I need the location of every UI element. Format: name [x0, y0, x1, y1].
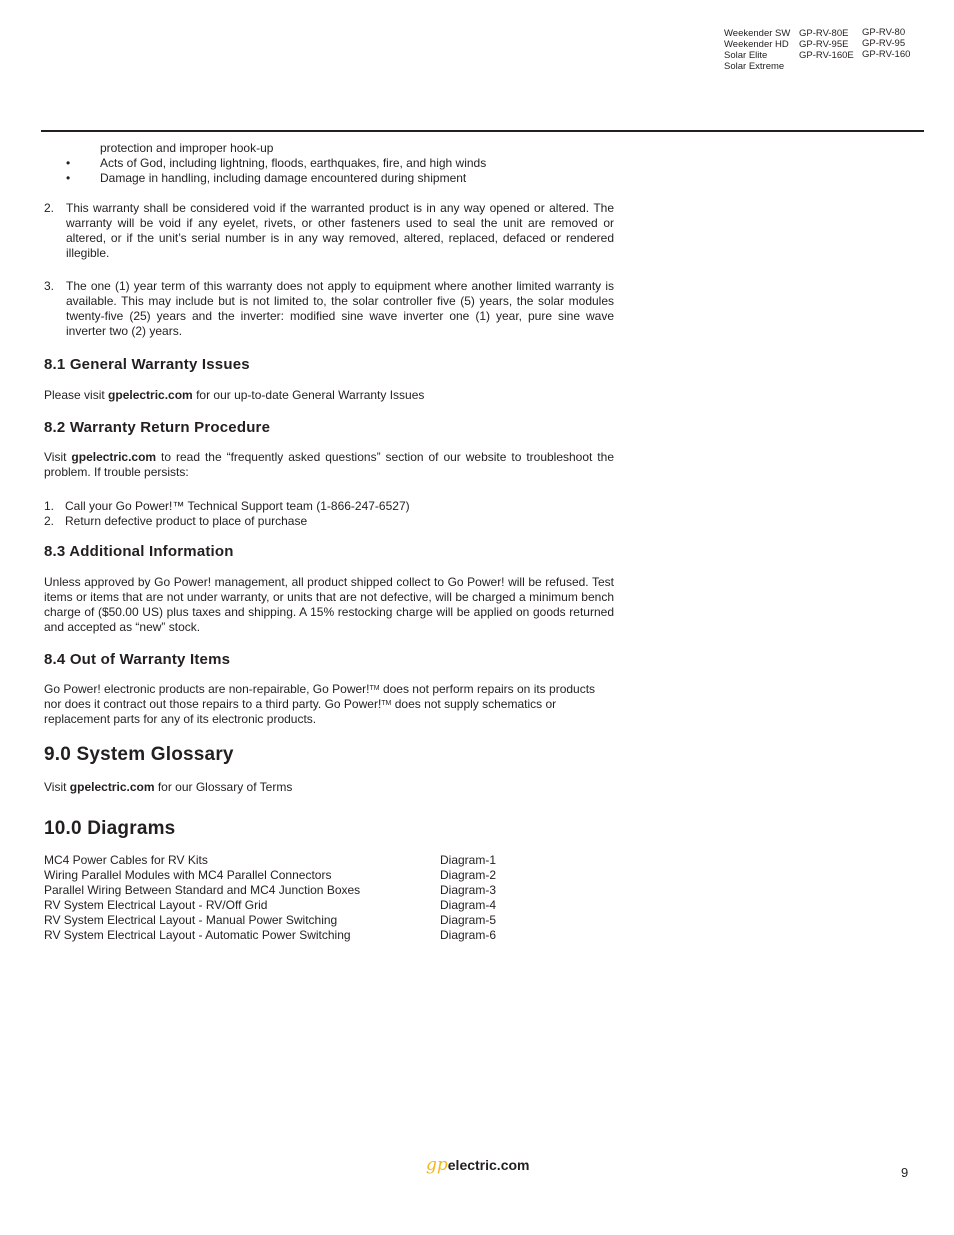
footer-logo[interactable] — [426, 1155, 530, 1175]
text: Please visit — [44, 388, 109, 402]
continued-text: protection and improper hook-up — [100, 141, 274, 155]
text: does not perform repairs on its products nor does it contract out those repairs to a third party. Go Power! — [44, 682, 596, 711]
diagram-ref: Diagram-5 — [439, 913, 496, 927]
diagram-label: Parallel Wiring Between Standard and MC4 Junction Boxes — [44, 883, 361, 897]
section-body-8-2 — [44, 450, 614, 480]
text: for our Glossary of Terms — [154, 780, 293, 794]
diagram-ref: Diagram-4 — [439, 898, 496, 912]
item-text: This warranty shall be considered void if the warranted product is in any way opened or altered. The warranty will be void if any eyelet, rivets, or other fasteners used to seal the unit are removed or altered, or if the unit’s serial number is in any way removed, altered, replaced, defaced or rendered illegible. — [66, 201, 614, 260]
section-body-8-3: Unless approved by Go Power! management, all product shipped collect to Go Power! will be refused. Test items or items that are not under warranty, or units that are not defective, will be charged a minimum bench charge of ($50.00 US) plus taxes and shipping. A 15% restocking charge will be applied on goods returned and accepted as “new” stock. — [44, 575, 614, 634]
numbered-item — [44, 279, 614, 339]
logo-gp-mark: gp — [426, 1155, 448, 1175]
diagram-row — [44, 853, 496, 868]
section-title-10-0: 10.0 Diagrams — [44, 818, 176, 839]
text: does not supply schematics or replacement parts for any of its electronic products. — [44, 697, 557, 726]
section-body-8-1 — [44, 388, 614, 403]
trademark-mark: TM — [381, 700, 392, 707]
diagram-label: MC4 Power Cables for RV Kits — [44, 853, 208, 867]
header-models-col1 — [724, 28, 790, 72]
diagram-ref: Diagram-3 — [439, 883, 496, 897]
section-title-9-0: 9.0 System Glossary — [44, 744, 234, 765]
bullet-dot: • — [66, 156, 71, 170]
page-number: 9 — [901, 1165, 909, 1180]
diagram-ref: Diagram-6 — [439, 928, 496, 942]
website-link[interactable]: gpelectric.com — [71, 450, 157, 464]
website-link[interactable]: gpelectric.com — [108, 388, 193, 402]
diagram-label: RV System Electrical Layout - RV/Off Grid — [44, 898, 268, 912]
item-text: The one (1) year term of this warranty does not apply to equipment where another limited warranty is available. This may include but is not limited to, the solar controller five (5) years, the solar modules twenty-five (25) years and the inverter: modified sine wave inverter one (1) year, pure sine wave inverter two (2) years. — [66, 279, 614, 338]
item-number: 1. — [44, 499, 55, 513]
diagram-ref: Diagram-1 — [439, 853, 496, 867]
item-text: Call your Go Power!™ Technical Support team (1-866-247-6527) — [65, 499, 410, 513]
header-model: GP-RV-95E — [799, 39, 849, 50]
diagram-ref: Diagram-2 — [439, 868, 496, 882]
text: Visit — [44, 450, 72, 464]
section-title-8-2: 8.2 Warranty Return Procedure — [44, 419, 271, 436]
item-number: 3. — [44, 279, 55, 293]
header-model: GP-RV-80 — [862, 27, 906, 38]
header-model: GP-RV-95 — [862, 38, 906, 49]
section-body-8-4 — [44, 682, 614, 727]
text: Go Power! electronic products are non-repairable, Go Power! — [44, 682, 370, 696]
page-content — [44, 141, 614, 943]
header-model: Weekender SW — [724, 28, 791, 39]
diagram-row — [44, 868, 496, 883]
website-link[interactable]: gpelectric.com — [69, 780, 155, 794]
item-text: Return defective product to place of purchase — [65, 514, 308, 528]
logo-text: electric.com — [447, 1157, 530, 1173]
list-item — [44, 156, 614, 171]
numbered-item — [44, 201, 614, 261]
header-models-col2 — [799, 28, 854, 61]
item-number: 2. — [44, 514, 55, 528]
diagram-row — [44, 913, 496, 928]
header-model: GP-RV-160 — [862, 49, 911, 60]
section-title-8-1: 8.1 General Warranty Issues — [44, 356, 250, 373]
diagram-label: RV System Electrical Layout - Manual Power Switching — [44, 913, 338, 927]
item-number: 2. — [44, 201, 55, 215]
diagram-list — [44, 853, 496, 943]
header-rule — [41, 130, 924, 132]
header-models-col3 — [862, 27, 910, 60]
bullet-text: Acts of God, including lightning, floods, earthquakes, fire, and high winds — [100, 156, 487, 170]
header-model: Weekender HD — [724, 39, 789, 50]
text: for our up-to-date General Warranty Issues — [192, 388, 425, 402]
trademark-mark: TM — [369, 685, 380, 692]
section-title-8-3: 8.3 Additional Information — [44, 543, 234, 560]
diagram-row — [44, 898, 496, 913]
diagram-label: Wiring Parallel Modules with MC4 Parallel Connectors — [44, 868, 332, 882]
section-title-8-4: 8.4 Out of Warranty Items — [44, 651, 231, 668]
diagram-row — [44, 883, 496, 898]
header-model: Solar Extreme — [724, 61, 785, 72]
header-model: GP-RV-80E — [799, 28, 849, 39]
bullet-text: Damage in handling, including damage encountered during shipment — [100, 171, 467, 185]
section-body-9-0 — [44, 780, 614, 795]
header-model: Solar Elite — [724, 50, 768, 61]
list-item — [44, 171, 614, 186]
header-model: GP-RV-160E — [799, 50, 854, 61]
list-item — [44, 499, 614, 514]
bullet-dot: • — [66, 171, 71, 185]
list-item — [44, 514, 614, 529]
text: to read the “frequently asked questions” section of our website to troubleshoot the problem. If trouble persists: — [44, 450, 614, 479]
diagram-label: RV System Electrical Layout - Automatic Power Switching — [44, 928, 351, 942]
steps-list — [44, 499, 614, 529]
text: Visit — [44, 780, 70, 794]
diagram-row — [44, 928, 496, 943]
